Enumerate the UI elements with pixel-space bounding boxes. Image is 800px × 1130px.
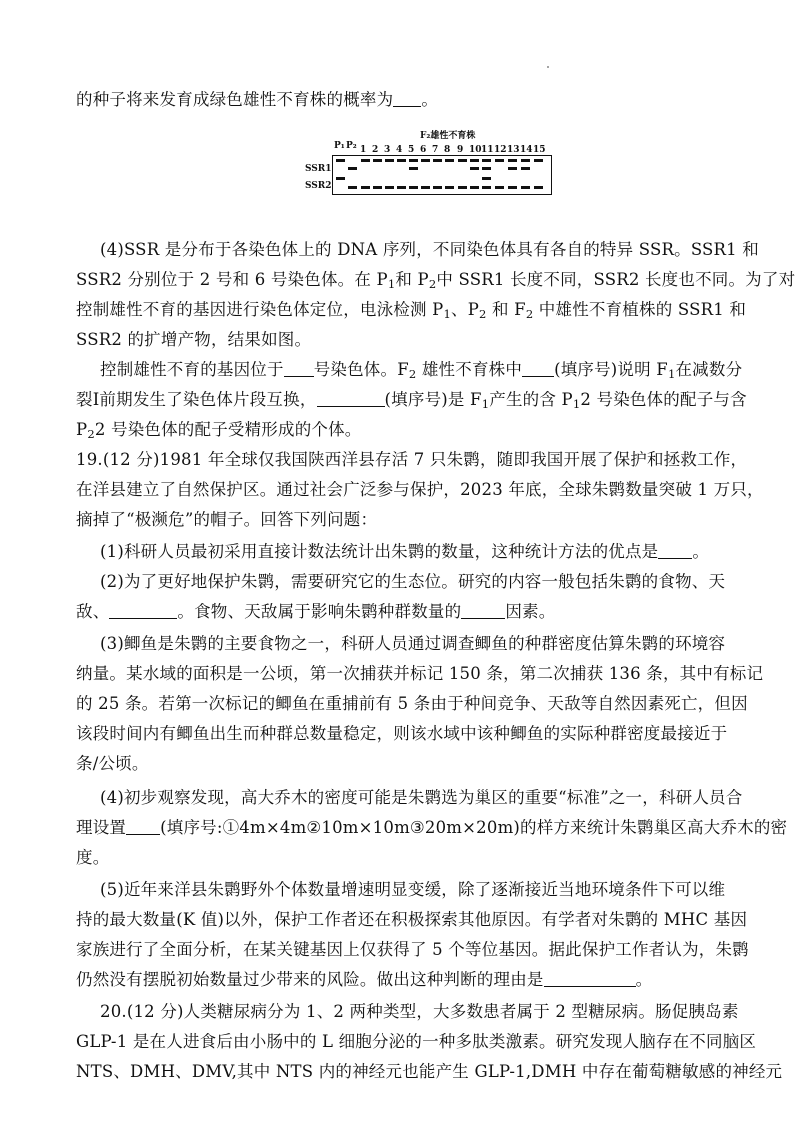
gel-row-label-ssr2: SSR2 — [305, 181, 332, 191]
ssr2-band — [348, 186, 357, 189]
subscript: 1 — [443, 306, 451, 321]
q19-line1: 19.(12 分)1981 年全球仅我国陕西洋县存活 7 只朱鹮，随即我国开展了保护和拯救工作， — [76, 450, 748, 469]
ssr2-band — [470, 186, 479, 189]
ssr1-band — [361, 159, 370, 162]
ssr1-band — [348, 167, 357, 170]
gel-lane-number: 10 — [469, 145, 482, 155]
ssr1-band — [470, 167, 479, 170]
scan-speck — [547, 66, 549, 68]
ssr2-band — [421, 186, 430, 189]
text: 、P — [451, 300, 480, 319]
subscript: 2 — [408, 366, 417, 381]
answer-blank — [658, 542, 692, 560]
ssr1-band — [445, 159, 454, 162]
ssr2-band — [409, 186, 418, 189]
q19-line2: 在洋县建立了自然保护区。通过社会广泛参与保护，2023 年底，全球朱鹮数量突破 1 万只， — [76, 480, 764, 499]
answer-blank — [461, 602, 505, 620]
q19-part3-line2: 纳量。某水域的面积是一公顷，第一次捕获并标记 150 条，第二次捕获 136 条，其中有标记 — [76, 664, 764, 683]
ssr2-band — [508, 186, 517, 189]
subscript: 2 — [479, 306, 487, 321]
ssr1-band — [373, 159, 382, 162]
gel-lane-number: 15 — [533, 145, 546, 155]
gel-lane-number: 13 — [507, 145, 520, 155]
gel-lane-number: 9 — [457, 145, 464, 155]
ssr2-band — [534, 186, 543, 189]
text: SSR2 分别位于 2 号和 6 号染色体。在 P — [76, 270, 388, 289]
ssr1-band — [336, 159, 345, 162]
q19-part4-line2 — [76, 814, 787, 838]
answer-blank — [544, 970, 636, 988]
q19-part5-line1: (5)近年来洋县朱鹮野外个体数量增速明显变缓，除了逐渐接近当地环境条件下可以维 — [100, 880, 726, 899]
q18-4-line1: (4)SSR 是分布于各染色体上的 DNA 序列，不同染色体具有各自的特异 SSR。SSR1 和 — [100, 240, 759, 259]
gel-lane-number: 1 — [360, 145, 367, 155]
text: 和 F — [486, 300, 526, 319]
ssr2-band — [482, 186, 491, 189]
gel-lane-number: 14 — [520, 145, 533, 155]
ssr1-band — [521, 159, 530, 162]
ssr1-band — [482, 167, 491, 170]
ssr1-band — [458, 159, 467, 162]
gel-parent-label-p1: P₁ — [334, 141, 345, 151]
ssr1-band — [508, 167, 517, 170]
q19-part3-line3: 的 25 条。若第一次标记的鲫鱼在重捕前有 5 条由于种间竞争、天敌等自然因素死亡，但因 — [76, 694, 748, 713]
q18-tail-end: 。 — [421, 90, 439, 109]
ssr1-band — [470, 159, 479, 162]
gel-title: F₂雄性不育株 — [420, 131, 476, 141]
ssr1-band — [534, 159, 543, 162]
ssr1-band — [508, 159, 517, 162]
ssr1-band — [409, 159, 418, 162]
q18-4-line5 — [100, 356, 742, 381]
text: 和 P — [395, 270, 429, 289]
text: (填序号:①4m×4m②10m×10m③20m×20m)的样方来统计朱鹮巢区高大乔木的密 — [160, 818, 788, 837]
q20-line3: NTS、DMH、DMV,其中 NTS 内的神经元也能产生 GLP-1,DMH 中存在葡萄糖敏感的神经元 — [76, 1062, 783, 1081]
q20-line2: GLP-1 是在人进食后由小肠中的 L 细胞分泌的一种多肽类激素。研究发现人脑存在不同脑区 — [76, 1032, 757, 1051]
gel-lane-number: 11 — [481, 145, 494, 155]
answer-blank — [393, 90, 421, 108]
q19-part4-line1: (4)初步观察发现，高大乔木的密度可能是朱鹮选为巢区的重要“标准”之一，科研人员合 — [100, 788, 743, 807]
gel-lane-number: 6 — [420, 145, 427, 155]
gel-lane-number: 5 — [408, 145, 415, 155]
ssr2-band — [433, 186, 442, 189]
q19-part3-line1: (3)鲫鱼是朱鹮的主要食物之一，科研人员通过调查鲫鱼的种群密度估算朱鹮的环境容 — [100, 634, 726, 653]
subscript: 1 — [387, 276, 396, 291]
ssr2-band — [373, 186, 382, 189]
subscript: 1 — [572, 396, 581, 411]
gel-lane-number: 12 — [494, 145, 507, 155]
ssr1-band — [409, 167, 418, 170]
text: 理设置 — [76, 818, 127, 837]
gel-lane-number: 3 — [384, 145, 391, 155]
q19-part5-line3: 家族进行了全面分析，在某关键基因上仅获得了 5 个等位基因。据此保护工作者认为，朱鹮 — [76, 940, 749, 959]
q19-part2-line1: (2)为了更好地保护朱鹮，需要研究它的生态位。研究的内容一般包括朱鹮的食物、天 — [100, 572, 726, 591]
text: 。食物、天敌属于影响朱鹮种群数量的 — [177, 602, 462, 621]
q19-part5-line4 — [76, 966, 652, 990]
q18-tail-line — [76, 86, 438, 110]
answer-blank — [109, 602, 177, 620]
text: 中雄性不育植株的 SSR1 和 — [533, 300, 747, 319]
q19-line3: 摘掉了“极濒危”的帽子。回答下列问题： — [76, 510, 378, 529]
text: 雄性不育株中 — [416, 360, 523, 379]
ssr1-band — [521, 167, 530, 170]
q18-tail-text: 的种子将来发育成绿色雄性不育株的概率为 — [76, 90, 394, 109]
text: (填序号)是 F — [384, 390, 482, 409]
ssr1-band — [495, 159, 504, 162]
q20-line1: 20.(12 分)人类糖尿病分为 1、2 两种类型，大多数患者属于 2 型糖尿病。肠促胰岛素 — [100, 1002, 739, 1021]
answer-blank — [284, 360, 314, 378]
q18-4-line7 — [76, 416, 362, 441]
ssr1-band — [433, 159, 442, 162]
ssr2-band — [445, 186, 454, 189]
text: 号染色体。F — [313, 360, 409, 379]
ssr1-band — [385, 159, 394, 162]
q19-part2-line2 — [76, 598, 555, 622]
subscript: 2 — [87, 426, 95, 441]
text: 控制雄性不育的基因进行染色体定位，电泳检测 P — [76, 300, 444, 319]
text: 。 — [692, 542, 710, 561]
text: 因素。 — [505, 602, 556, 621]
answer-blank — [126, 818, 160, 836]
subscript: 2 — [428, 276, 437, 291]
text: 在减数分 — [675, 360, 743, 379]
text: 2 号染色体的配子受精形成的个体。 — [94, 420, 362, 439]
subscript: 2 — [525, 306, 534, 321]
answer-blank — [522, 360, 554, 378]
subscript: 1 — [667, 366, 676, 381]
q19-part1 — [100, 538, 709, 562]
gel-parent-label-p2: P₂ — [346, 141, 357, 151]
gel-lane-number: 7 — [432, 145, 439, 155]
ssr2-band — [458, 186, 467, 189]
ssr2-band — [482, 177, 491, 180]
ssr1-band — [482, 159, 491, 162]
q19-part4-line3: 度。 — [76, 848, 110, 867]
ssr2-band — [361, 186, 370, 189]
q19-part3-line5: 条/公顷。 — [76, 754, 149, 773]
text: (1)科研人员最初采用直接计数法统计出朱鹮的数量，这种统计方法的优点是 — [100, 542, 659, 561]
ssr2-band — [397, 186, 406, 189]
q19-part5-line2: 持的最大数量(K 值)以外，保护工作者还在积极探索其他原因。有学者对朱鹮的 MHC 基因 — [76, 910, 748, 929]
q18-4-line4: SSR2 的扩增产物，结果如图。 — [76, 330, 312, 349]
ssr2-band — [385, 186, 394, 189]
q18-4-line3 — [76, 296, 746, 321]
text: P — [76, 420, 88, 439]
text: (填序号)说明 F — [554, 360, 668, 379]
subscript: 1 — [481, 396, 490, 411]
text: 产生的含 P — [489, 390, 573, 409]
ssr2-band — [336, 177, 345, 180]
q19-part3-line4: 该段时间内有鲫鱼出生而种群总数量稳定，则该水域中该种鲫鱼的实际种群密度最接近于 — [76, 724, 728, 743]
ssr1-band — [397, 159, 406, 162]
answer-blank — [317, 390, 385, 408]
text: 。 — [635, 970, 653, 989]
gel-lane-number: 8 — [444, 145, 451, 155]
ssr2-band — [495, 186, 504, 189]
q18-4-line6 — [76, 386, 747, 411]
ssr1-band — [421, 159, 430, 162]
text: 中 SSR1 长度不同，SSR2 长度也不同。为了对 — [436, 270, 796, 289]
text: 2 号染色体的配子与含 — [580, 390, 747, 409]
text: 敌、 — [76, 602, 110, 621]
gel-row-label-ssr1: SSR1 — [305, 164, 332, 174]
text: 控制雄性不育的基因位于 — [100, 360, 284, 379]
text: 裂Ⅰ前期发生了染色体片段互换， — [76, 390, 317, 409]
gel-lane-number: 4 — [396, 145, 403, 155]
text: 仍然没有摆脱初始数量过少带来的风险。做出这种判断的理由是 — [76, 970, 544, 989]
gel-lane-number: 2 — [372, 145, 379, 155]
q18-4-line2 — [76, 266, 795, 291]
ssr2-band — [521, 186, 530, 189]
